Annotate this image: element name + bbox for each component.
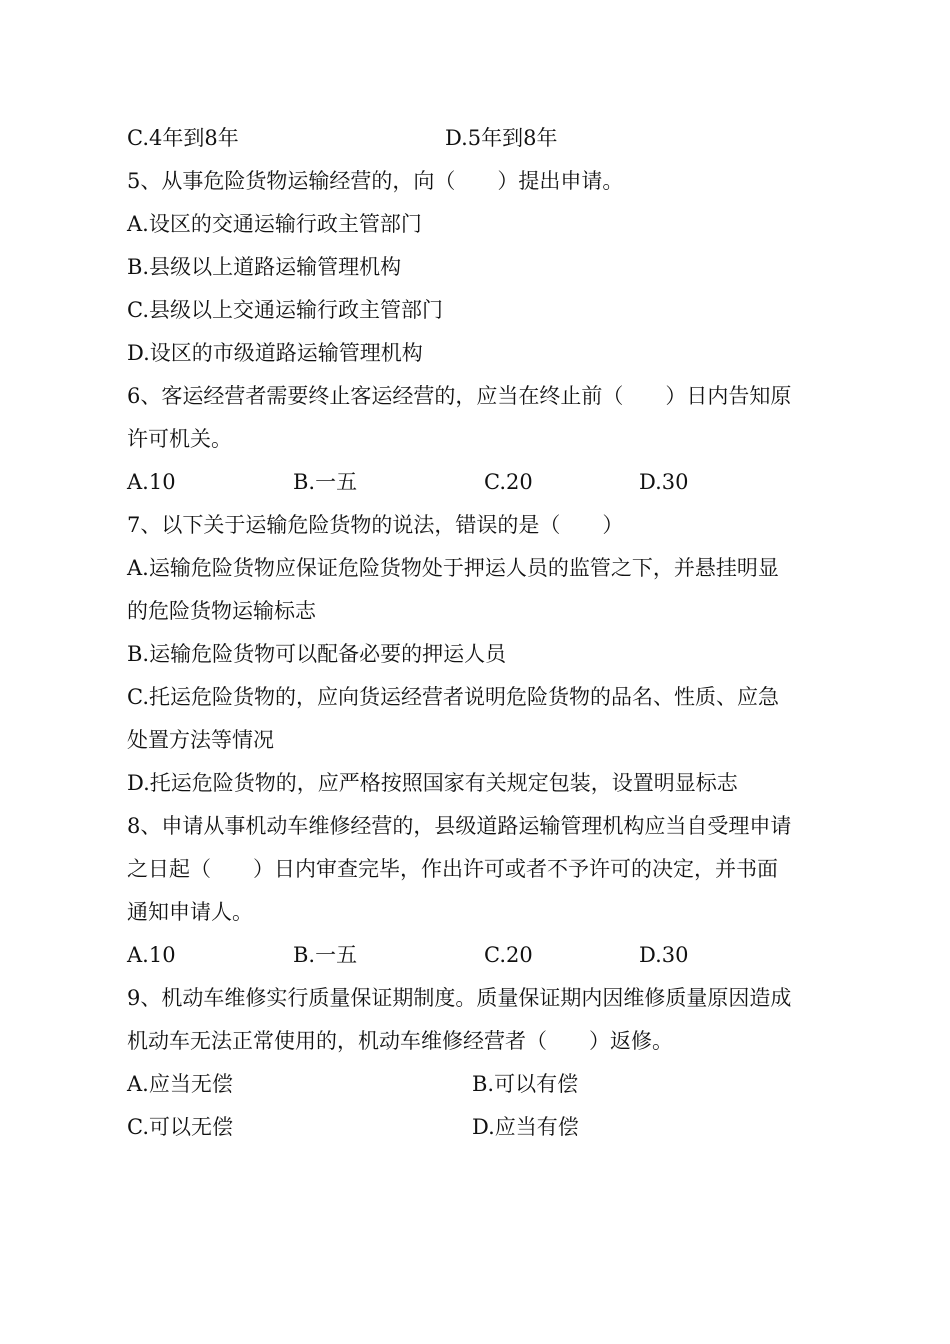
question-6-cont: 许可机关。 (127, 427, 232, 451)
option-d: D.30 (639, 943, 689, 967)
option-c: C.托运危险货物的，应向货运经营者说明危险货物的品名、性质、应急 (127, 685, 779, 709)
option-d: D.应当有偿 (472, 1115, 579, 1139)
question-6: 6、客运经营者需要终止客运经营的，应当在终止前（ ）日内告知原 (127, 384, 792, 408)
question-5: 5、从事危险货物运输经营的，向（ ）提出申请。 (127, 169, 624, 193)
option-d: D.5年到8年 (445, 126, 558, 150)
question-7: 7、以下关于运输危险货物的说法，错误的是（ ） (127, 513, 624, 537)
option-c: C.县级以上交通运输行政主管部门 (127, 298, 443, 322)
option-a: A.10 (127, 470, 176, 494)
option-b: B.一五 (293, 943, 358, 967)
option-b: B.一五 (293, 470, 358, 494)
option-c-cont: 处置方法等情况 (127, 728, 274, 752)
option-d: D.30 (639, 470, 689, 494)
option-d: D.托运危险货物的，应严格按照国家有关规定包装，设置明显标志 (127, 771, 738, 795)
option-c: C.20 (484, 943, 533, 967)
option-a: A.应当无偿 (127, 1072, 233, 1096)
option-a: A.10 (127, 943, 176, 967)
option-a: A.设区的交通运输行政主管部门 (127, 212, 422, 236)
option-c: C.4年到8年 (127, 126, 239, 150)
option-a-cont: 的危险货物运输标志 (127, 599, 316, 623)
option-c: C.可以无偿 (127, 1115, 233, 1139)
option-d: D.设区的市级道路运输管理机构 (127, 341, 423, 365)
question-9: 9、机动车维修实行质量保证期制度。质量保证期内因维修质量原因造成 (127, 986, 792, 1010)
question-8-cont: 之日起（ ）日内审查完毕，作出许可或者不予许可的决定，并书面 (127, 857, 778, 881)
question-8: 8、申请从事机动车维修经营的，县级道路运输管理机构应当自受理申请 (127, 814, 792, 838)
option-b: B.县级以上道路运输管理机构 (127, 255, 402, 279)
question-9-cont: 机动车无法正常使用的，机动车维修经营者（ ）返修。 (127, 1029, 673, 1053)
option-row (127, 124, 827, 152)
option-a: A.运输危险货物应保证危险货物处于押运人员的监管之下，并悬挂明显 (127, 556, 779, 580)
question-8-cont: 通知申请人。 (127, 900, 253, 924)
option-b: B.可以有偿 (472, 1072, 579, 1096)
option-b: B.运输危险货物可以配备必要的押运人员 (127, 642, 507, 666)
option-c: C.20 (484, 470, 533, 494)
